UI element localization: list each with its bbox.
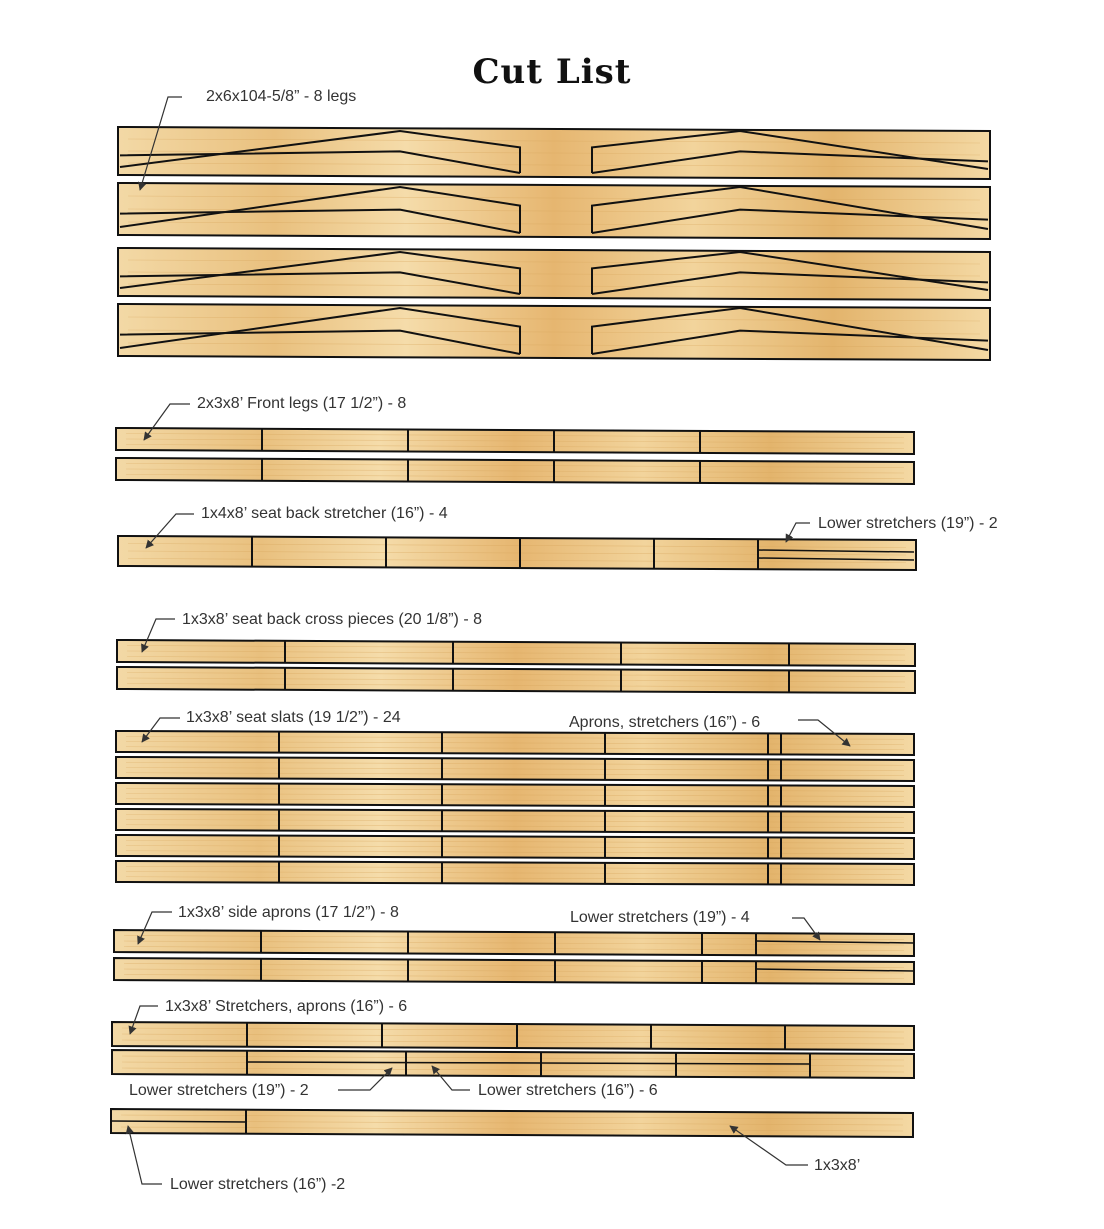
leader-lower-stretchers-16-2	[128, 1126, 162, 1184]
page-title: Cut List	[472, 52, 632, 92]
label-lower-stretchers-16-6: Lower stretchers (16”) - 6	[478, 1082, 658, 1099]
label-board-1x3x8: 1x3x8’	[814, 1157, 861, 1174]
rip-line	[111, 1121, 246, 1122]
label-seat-back-cross: 1x3x8’ seat back cross pieces (20 1/8”) - 8	[182, 611, 482, 628]
label-seat-slats: 1x3x8’ seat slats (19 1/2”) - 24	[186, 709, 401, 726]
label-legs: 2x6x104-5/8” - 8 legs	[206, 88, 357, 105]
label-aprons-stretchers: Aprons, stretchers (16”) - 6	[569, 714, 761, 731]
label-lower-stretchers-19-2-top: Lower stretchers (19”) - 2	[818, 515, 998, 532]
label-lower-stretchers-19-2: Lower stretchers (19”) - 2	[129, 1082, 309, 1099]
label-stretchers-aprons: 1x3x8’ Stretchers, aprons (16”) - 6	[165, 998, 408, 1015]
label-side-aprons: 1x3x8’ side aprons (17 1/2”) - 8	[178, 904, 399, 921]
label-lower-stretchers-16-2: Lower stretchers (16”) -2	[170, 1176, 346, 1193]
label-lower-stretchers-19-4: Lower stretchers (19”) - 4	[570, 909, 750, 926]
label-seat-back-stretcher: 1x4x8’ seat back stretcher (16”) - 4	[201, 505, 448, 522]
label-front-legs: 2x3x8’ Front legs (17 1/2”) - 8	[197, 395, 407, 412]
